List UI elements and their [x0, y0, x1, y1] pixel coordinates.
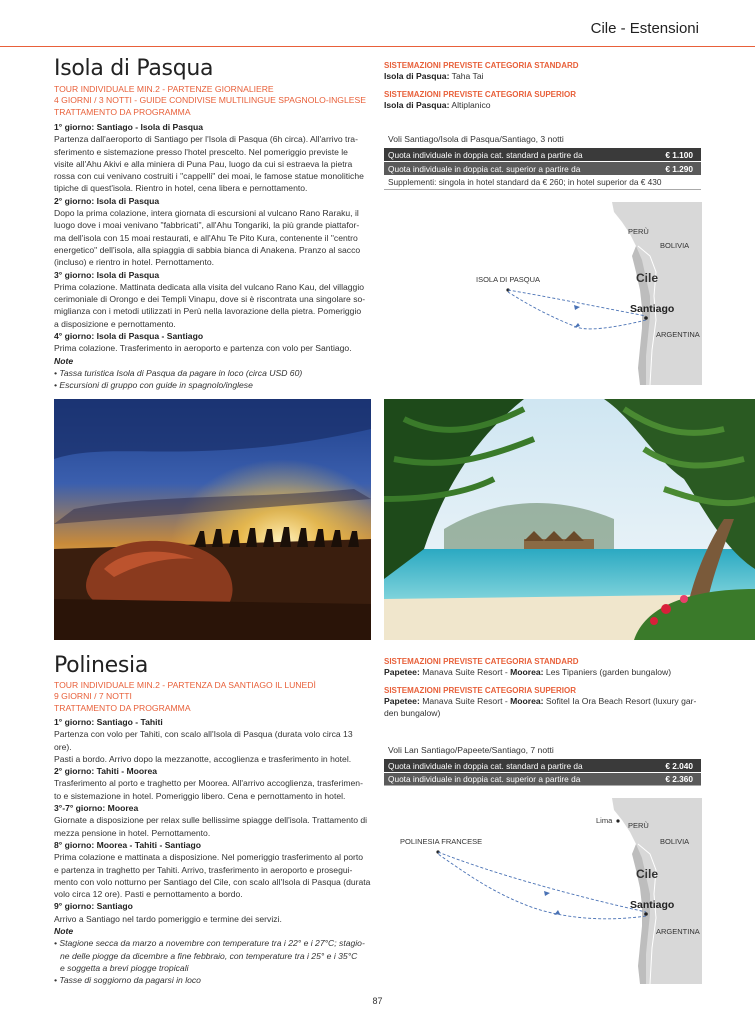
map-label-peru: PERÙ [628, 821, 649, 830]
map-label-argentina: ARGENTINA [656, 330, 700, 339]
acc-label: Isola di Pasqua: [384, 71, 450, 81]
santiago-marker [644, 316, 648, 320]
map-label-island: POLINESIA FRANCESE [400, 837, 483, 846]
price-label: Quota individuale in doppia cat. standard a partire da [388, 760, 583, 771]
acc-line: den bungalow) [384, 707, 441, 718]
day-line: Partenza dall'aeroporto di Santiago per l'Isola di Pasqua (6h circa). All'arrivo tra- [54, 134, 358, 145]
day-line: Trasferimento al porto e traghetto per Moorea. All'arrivo accoglienza, trasferimen- [54, 778, 363, 789]
polinesia-route-map [384, 796, 702, 984]
map-label-country: Cile [636, 867, 659, 881]
isola-price-table [384, 134, 701, 190]
route-arrow [544, 891, 550, 896]
polinesia-accommodations [384, 656, 704, 719]
day-line: (incluso) e rientro in hotel. Pernottamento. [54, 257, 215, 268]
day-line: sferimento e sistemazione presso l'hotel prescelto. Nel pomeriggio previste le [54, 146, 348, 157]
day-line: energetico" dell'isola, alla spiaggia di sabbia bianca di Anakena. Pranzo al sacco [54, 244, 361, 255]
acc-value: Les Tipaniers (garden bungalow) [543, 667, 672, 677]
polinesia-title: Polinesia [54, 653, 149, 678]
day-line: Prima colazione e mattinata a disposizione. Nel pomeriggio trasferimento al porto [54, 852, 364, 863]
price-row [384, 759, 701, 772]
isola-tags [54, 84, 374, 118]
polinesia-tag: 9 GIORNI / 7 NOTTI [54, 691, 132, 702]
day-line: visite all'Ahu Akivi e alla miniera di Puna Pau, luogo da cui si estraeva la pietra [54, 158, 353, 169]
note-item: ne delle piogge da dicembre a fine febbraio, con temperature tra i 25° e i 35°C [60, 950, 358, 961]
isola-tag: TRATTAMENTO DA PROGRAMMA [54, 106, 191, 117]
acc-heading: SISTEMAZIONI PREVISTE CATEGORIA STANDARD [384, 657, 579, 666]
day-line: mento con volo notturno per Santiago del Cile, con scalo all'Isola di Pasqua (durata [54, 876, 371, 887]
isola-tag: 4 GIORNI / 3 NOTTI - GUIDE CONDIVISE MULTILINGUE SPAGNOLO-INGLESE [54, 95, 366, 106]
day-title: 9° giorno: Santiago [54, 901, 133, 912]
map-label-santiago: Santiago [630, 303, 675, 315]
route-arrow [574, 323, 580, 328]
polinesia-tag: TRATTAMENTO DA PROGRAMMA [54, 702, 191, 713]
price-value: € 2.040 [665, 760, 693, 771]
price-label: Quota individuale in doppia cat. superior a partire da [388, 163, 581, 174]
day-title: 4° giorno: Isola di Pasqua - Santiago [54, 331, 204, 342]
price-supplement: Supplementi: singola in hotel standard da € 260; in hotel superior da € 430 [384, 175, 701, 190]
day-line: Prima colazione. Trasferimento in aeroporto e partenza con volo per Santiago. [54, 343, 352, 354]
acc-label: Papetee: [384, 667, 420, 677]
note-title: Note [54, 355, 74, 366]
note-item: • Tasse di soggiorno da pagarsi in loco [54, 975, 201, 986]
acc-value: Altiplanico [449, 100, 491, 111]
acc-value: Taha Tai [449, 71, 484, 81]
map-label-island: ISOLA DI PASQUA [476, 275, 541, 284]
day-line: to e sistemazione in hotel. Pomeriggio libero. Cena e pernottamento in hotel. [54, 790, 346, 801]
acc-label: Moorea: [510, 696, 544, 707]
day-title: 8° giorno: Moorea - Tahiti - Santiago [54, 839, 201, 850]
polinesia-tag: TOUR INDIVIDUALE MIN.2 - PARTENZA DA SANTIAGO IL LUNEDÌ [54, 680, 316, 690]
photo-moai-sunset [54, 399, 371, 640]
page-number: 87 [372, 996, 383, 1006]
map-label-bolivia: BOLIVIA [660, 837, 690, 846]
price-value: € 2.360 [665, 774, 693, 784]
day-line: Partenza con volo per Tahiti, con scalo all'Isola di Pasqua (durata volo circa 13 ore). [54, 729, 353, 752]
lima-marker [616, 819, 619, 822]
price-label: Quota individuale in doppia cat. standard a partire da [388, 149, 583, 160]
polinesia-tags [54, 680, 374, 714]
day-line: e partenza in traghetto per Tahiti. Arrivo, trasferimento in aeroporto e prosegui- [54, 864, 353, 875]
header-divider [0, 46, 755, 47]
acc-label: Papetee: [384, 696, 420, 707]
isola-title: Isola di Pasqua [54, 56, 214, 81]
note-item: e soggetta a brevi piogge tropicali [60, 962, 189, 973]
day-line: luogo dove i moai venivano "fabbricati", all'Ahu Tongariki, la più grande piattafor- [54, 220, 360, 231]
photo-polynesia-beach [384, 399, 755, 640]
day-title: 2° giorno: Isola di Pasqua [54, 195, 160, 206]
day-line: miglianza con i metodi utilizzati in Perù nella lavorazione della pietra. Pomeriggio [54, 306, 362, 317]
day-line: cerimoniale di Orongo e dei Templi Vinapu, dove si è riscontrata una singolare so- [54, 294, 366, 305]
isola-accommodations [384, 60, 704, 112]
note-item: • Stagione secca da marzo a novembre con temperature tra i 22° e i 27°C; stagio- [54, 938, 365, 949]
day-line: ma dell'isola con 15 moai restaurati, e all'Ahu Te Pito Kura, contenente il "centro [54, 232, 358, 243]
route-arrow [574, 305, 580, 310]
route-outbound [438, 852, 646, 912]
price-label: Quota individuale in doppia cat. superior a partire da [388, 774, 581, 784]
day-line: tipiche di quest'isola. Rientro in hotel, cena libera e pernottamento. [54, 183, 308, 194]
map-label-argentina: ARGENTINA [656, 927, 700, 936]
route-return [438, 854, 646, 919]
acc-heading: SISTEMAZIONI PREVISTE CATEGORIA SUPERIOR [384, 90, 577, 100]
price-row [384, 773, 701, 786]
price-row [384, 148, 701, 161]
day-title: 3° giorno: Isola di Pasqua [54, 269, 160, 280]
acc-label: Moorea: [510, 667, 544, 677]
acc-value: Sofitel Ia Ora Beach Resort (luxury gar- [543, 696, 697, 707]
day-line: rossa con cui venivano costruiti i "cappelli" dei moai, le famose statue monolitiche [54, 171, 364, 182]
day-title: 3°-7° giorno: Moorea [54, 803, 139, 814]
day-line: Giornate a disposizione per relax sulle bellissime spiagge dell'isola. Trattamento di [54, 815, 368, 826]
price-value: € 1.290 [665, 163, 693, 174]
price-caption: Voli Santiago/Isola di Pasqua/Santiago, 3 notti [388, 134, 564, 144]
day-line: mezza pensione in hotel. Pernottamento. [54, 827, 211, 838]
route-outbound [508, 290, 646, 316]
section-title: Cile - Estensioni [590, 20, 699, 37]
note-title: Note [54, 926, 74, 937]
price-row [384, 162, 701, 175]
isola-route-map [384, 200, 702, 385]
price-caption: Voli Lan Santiago/Papeete/Santiago, 7 notti [388, 745, 554, 755]
map-label-lima: Lima [596, 816, 613, 825]
polinesia-itinerary [54, 716, 372, 987]
acc-value: Manava Suite Resort - [419, 696, 511, 707]
map-label-country: Cile [636, 271, 659, 285]
isola-tag: TOUR INDIVIDUALE MIN.2 - PARTENZE GIORNALIERE [54, 84, 274, 94]
map-label-santiago: Santiago [630, 899, 675, 911]
acc-heading: SISTEMAZIONI PREVISTE CATEGORIA STANDARD [384, 61, 579, 70]
south-america-landmass [612, 798, 702, 984]
day-title: 1° giorno: Santiago - Isola di Pasqua [54, 122, 204, 132]
acc-line [384, 667, 704, 678]
day-line: Prima colazione. Mattinata dedicata alla visita del vulcano Rano Kau, del villaggio [54, 281, 365, 292]
acc-label: Isola di Pasqua: [384, 100, 450, 111]
acc-heading: SISTEMAZIONI PREVISTE CATEGORIA SUPERIOR [384, 686, 577, 696]
day-line: Pasti a bordo. Arrivo dopo la mezzanotte, accoglienza e trasferimento in hotel. [54, 753, 352, 764]
day-line: Arrivo a Santiago nel tardo pomeriggio e termine dei servizi. [54, 913, 282, 924]
day-title: 2° giorno: Tahiti - Moorea [54, 766, 158, 777]
note-item: • Escursioni di gruppo con guide in spagnolo/inglese [54, 380, 253, 391]
santiago-marker [644, 912, 648, 916]
day-line: a disposizione e pernottamento. [54, 318, 176, 329]
south-america-landmass [612, 202, 702, 385]
day-title: 1° giorno: Santiago - Tahiti [54, 717, 163, 727]
day-line: volo circa 12 ore). Pasti e pernottamento a bordo. [54, 889, 243, 900]
acc-line [384, 696, 704, 707]
price-value: € 1.100 [665, 149, 693, 160]
note-item: • Tassa turistica Isola di Pasqua da pagare in loco (circa USD 60) [54, 367, 303, 378]
route-return [508, 292, 646, 329]
acc-value: Manava Suite Resort - [419, 667, 511, 677]
map-label-peru: PERÙ [628, 227, 649, 236]
polinesia-price-table [384, 745, 701, 786]
isola-itinerary [54, 121, 372, 392]
acc-line [384, 100, 704, 111]
acc-line [384, 71, 704, 82]
day-line: Dopo la prima colazione, intera giornata di escursioni al vulcano Rano Raraku, il [54, 208, 359, 219]
map-label-bolivia: BOLIVIA [660, 241, 690, 250]
